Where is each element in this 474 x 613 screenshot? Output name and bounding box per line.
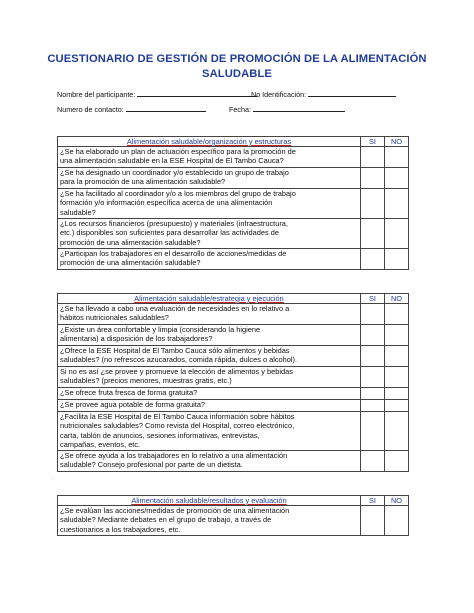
section-header-row	[58, 294, 409, 304]
question-line: ¿Facilita la ESE Hospital de El Tambo Cauca información sobre hábitos	[60, 412, 295, 422]
question-line: cuestionarios a los trabajadores, etc.	[60, 524, 181, 534]
question-text	[58, 147, 361, 168]
no-answer-cell[interactable]	[385, 412, 409, 451]
no-answer-cell[interactable]	[385, 325, 409, 346]
si-answer-cell[interactable]	[361, 219, 385, 249]
question-line: alimentaria) a disposición de los trabajadores?	[60, 334, 213, 344]
question-row	[58, 506, 409, 536]
question-line: saludable? Mediante debates en el grupo de trabajo, a través de	[60, 515, 272, 525]
question-line: saludables? (no refrescos azucarados, comida rápida, dulces o alcohol).	[60, 355, 298, 365]
question-text	[58, 346, 361, 367]
question-line: ¿Se evalúan las acciones/medidas de promoción de una alimentación	[60, 506, 290, 516]
section-table-estrategia	[57, 293, 409, 472]
question-text	[58, 219, 361, 249]
no-answer-cell[interactable]	[385, 451, 409, 472]
question-line: promoción de una alimentación saludable?	[60, 258, 201, 268]
no-answer-cell[interactable]	[385, 219, 409, 249]
question-row	[58, 412, 409, 451]
participant-blank[interactable]	[137, 89, 257, 97]
question-line: promoción de una alimentación saludable?	[60, 237, 201, 247]
contact-field	[57, 104, 206, 114]
question-line: hábitos nutricionales saludables?	[60, 313, 169, 323]
question-row	[58, 189, 409, 219]
date-field	[229, 104, 345, 114]
question-line: saludable?	[60, 207, 96, 217]
si-column-header: SI	[361, 137, 385, 147]
question-text	[58, 388, 361, 400]
si-answer-cell[interactable]	[361, 451, 385, 472]
contact-blank[interactable]	[126, 104, 206, 112]
question-text	[58, 412, 361, 451]
question-row	[58, 451, 409, 472]
section-header: Alimentación saludable/estrategia y ejecución	[58, 294, 361, 304]
si-answer-cell[interactable]	[361, 400, 385, 412]
question-text	[58, 367, 361, 388]
question-line: ¿Los recursos financieros (presupuesto) y materiales (infraestructura,	[60, 219, 288, 229]
title-line-1: CUESTIONARIO DE GESTIÓN DE PROMOCIÓN DE LA ALIMENTACIÓN	[47, 53, 427, 65]
question-line: ¿Ofrece la ESE Hospital de El Tambo Cauca sólo alimentos y bebidas	[60, 346, 290, 356]
no-answer-cell[interactable]	[385, 249, 409, 270]
question-line: nutricionales saludables? Como revista del Hospital, correo electrónico,	[60, 421, 295, 431]
no-answer-cell[interactable]	[385, 168, 409, 189]
question-row	[58, 325, 409, 346]
question-row	[58, 304, 409, 325]
si-answer-cell[interactable]	[361, 388, 385, 400]
question-row	[58, 249, 409, 270]
question-text	[58, 189, 361, 219]
question-row	[58, 346, 409, 367]
question-text	[58, 325, 361, 346]
no-answer-cell[interactable]	[385, 346, 409, 367]
question-row	[58, 388, 409, 400]
question-row	[58, 168, 409, 189]
date-label: Fecha:	[229, 105, 251, 114]
question-line: carta, tablón de anuncios, sesiones informativas, entrevistas,	[60, 430, 260, 440]
question-line: formación y/o información específica acerca de una alimentación	[60, 198, 273, 208]
question-line: Si no es así ¿se provee y promueve la elección de alimentos y bebidas	[60, 367, 293, 377]
no-column-header: NO	[385, 294, 409, 304]
question-line: ¿Se ha designado un coordinador y/o establecido un grupo de trabajo	[60, 168, 289, 178]
id-label: No Identificación:	[251, 90, 307, 99]
question-line: saludables? (precios menores, muestras gratis, etc.)	[60, 376, 232, 386]
no-answer-cell[interactable]	[385, 400, 409, 412]
question-line: saludable? Consejo profesional por parte de un dietista.	[60, 460, 243, 470]
participant-label: Nombre del participante:	[57, 90, 136, 99]
section-header-row	[58, 496, 409, 506]
no-answer-cell[interactable]	[385, 506, 409, 536]
question-row	[58, 367, 409, 388]
question-line: una alimentación saludable en la ESE Hospital de El Tambo Cauca?	[60, 156, 284, 166]
si-answer-cell[interactable]	[361, 304, 385, 325]
no-answer-cell[interactable]	[385, 388, 409, 400]
id-field	[251, 89, 396, 99]
section-table-resultados	[57, 495, 409, 536]
question-text	[58, 249, 361, 270]
question-row	[58, 147, 409, 168]
si-answer-cell[interactable]	[361, 189, 385, 219]
question-row	[58, 219, 409, 249]
section-header: Alimentación saludable/organización y estructuras	[58, 137, 361, 147]
si-answer-cell[interactable]	[361, 325, 385, 346]
title-line-2: SALUDABLE	[202, 68, 272, 80]
question-line: ¿Se provee agua potable de forma gratuita?	[60, 400, 206, 410]
no-answer-cell[interactable]	[385, 367, 409, 388]
id-blank[interactable]	[308, 89, 396, 97]
question-text	[58, 451, 361, 472]
question-text	[58, 400, 361, 412]
no-column-header: NO	[385, 137, 409, 147]
si-column-header: SI	[361, 496, 385, 506]
no-column-header: NO	[385, 496, 409, 506]
question-line: ¿Se ofrece ayuda a los trabajadores en lo relativo a una alimentación	[60, 451, 288, 461]
question-text	[58, 506, 361, 536]
question-line: ¿Se ofrece fruta fresca de forma gratuita?	[60, 388, 198, 398]
question-text	[58, 168, 361, 189]
question-text	[58, 304, 361, 325]
question-line: etc.) disponibles son suficientes para desarrollar las actividades de	[60, 228, 279, 238]
stray-mark: .	[52, 475, 54, 481]
no-answer-cell[interactable]	[385, 304, 409, 325]
si-answer-cell[interactable]	[361, 412, 385, 451]
si-answer-cell[interactable]	[361, 506, 385, 536]
contact-label: Numero de contacto:	[57, 105, 124, 114]
section-table-organizacion	[57, 136, 409, 270]
section-header-row	[58, 137, 409, 147]
date-blank[interactable]	[253, 104, 345, 112]
question-line: ¿Existe un área confortable y limpia (considerando la higiene	[60, 325, 261, 335]
no-answer-cell[interactable]	[385, 189, 409, 219]
question-line: para la promoción de una alimentación saludable?	[60, 177, 226, 187]
document-title	[40, 52, 434, 82]
si-answer-cell[interactable]	[361, 168, 385, 189]
question-line: ¿Se ha elaborado un plan de actuación específico para la promoción de	[60, 147, 296, 157]
question-line: ¿Participan los trabajadores en el desarrollo de acciones/medidas de	[60, 249, 287, 259]
si-column-header: SI	[361, 294, 385, 304]
question-row	[58, 400, 409, 412]
si-answer-cell[interactable]	[361, 367, 385, 388]
section-header: Alimentación saludable/resultados y evaluación	[58, 496, 361, 506]
question-line: campañas, eventos, etc.	[60, 439, 141, 449]
participant-field	[57, 89, 257, 99]
si-answer-cell[interactable]	[361, 147, 385, 168]
si-answer-cell[interactable]	[361, 249, 385, 270]
question-line: ¿Se ha llevado a cabo una evaluación de necesidades en lo relativo a	[60, 304, 290, 314]
no-answer-cell[interactable]	[385, 147, 409, 168]
si-answer-cell[interactable]	[361, 346, 385, 367]
question-line: ¿Se ha facilitado al coordinador y/o a los miembros del grupo de trabajo	[60, 189, 296, 199]
